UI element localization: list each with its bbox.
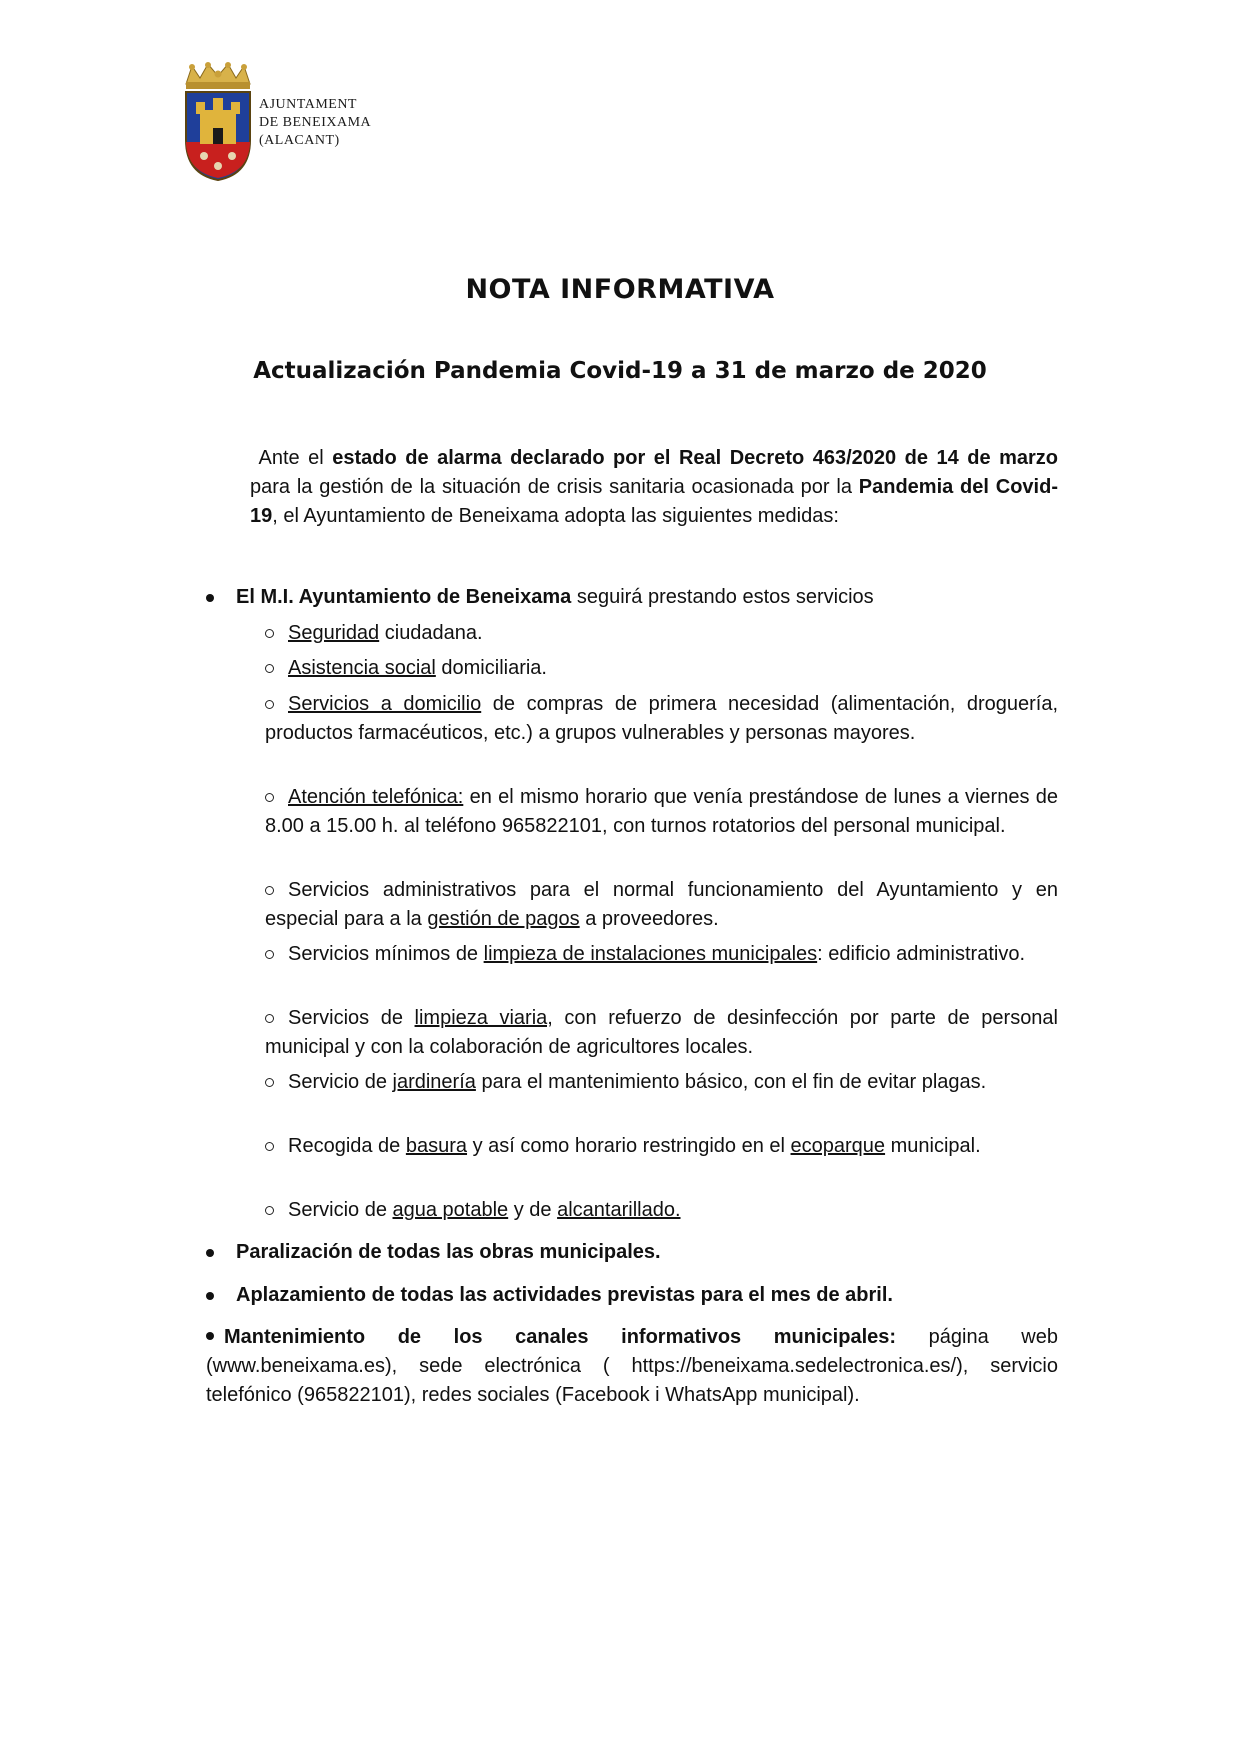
- service-text: con refuerzo de desinfección por parte de personal municipal y con la colaboración de agricultores locales.: [265, 1007, 1059, 1058]
- service-link-text: jardinería: [392, 1071, 476, 1093]
- service-text: para el mantenimiento básico, con el fin de evitar plagas.: [475, 1071, 987, 1093]
- service-item-cleaning: [265, 940, 1058, 969]
- service-text: Servicios mínimos de: [288, 943, 484, 965]
- intro-bold-pandemic: Pandemia del Covid-19: [250, 476, 1058, 527]
- service-text: Servicios de: [288, 1007, 415, 1029]
- bullet-icon: [206, 1292, 214, 1300]
- coat-of-arms-icon: [182, 62, 254, 182]
- bullet4-bold: Mantenimiento de los canales informativos municipales:: [224, 1326, 897, 1348]
- service-link-text: Atención telefónica:: [288, 786, 464, 808]
- org-line-3: (ALACANT): [259, 133, 340, 148]
- service-text: Recogida de: [288, 1135, 406, 1157]
- service-text: y así como horario restringido en el: [467, 1135, 791, 1157]
- service-text: municipal.: [885, 1135, 981, 1157]
- service-text: Servicio de: [288, 1199, 393, 1221]
- bullet-icon: [206, 1249, 214, 1257]
- org-line-2: DE BENEIXAMA: [259, 115, 372, 130]
- service-link-text: ecoparque: [790, 1135, 886, 1157]
- service-text: a proveedores.: [579, 908, 719, 930]
- intro-paragraph: [250, 444, 1058, 531]
- circle-bullet-icon: [265, 1206, 274, 1215]
- service-link-text: Asistencia social: [288, 657, 436, 679]
- bullet2-text: Paralización de todas las obras municipales.: [236, 1241, 661, 1263]
- service-link-text: basura: [405, 1135, 468, 1157]
- service-link-text: Seguridad: [288, 622, 380, 644]
- document-title: NOTA INFORMATIVA: [465, 274, 775, 305]
- bullet4-text: página web (www.beneixama.es), sede electrónica ( https://beneixama.sedelectronica.es/), servicio telefónico (965822101), redes sociales (Facebook i WhatsApp municipal).: [206, 1326, 1058, 1406]
- service-item-social: [265, 654, 1058, 683]
- service-text: y de: [508, 1199, 558, 1221]
- circle-bullet-icon: [265, 1142, 274, 1151]
- bullet3-text: Aplazamiento de todas las actividades previstas para el mes de abril.: [236, 1284, 893, 1306]
- bullet-icon: [206, 1332, 214, 1340]
- service-link-text: limpieza de instalaciones municipales: [483, 943, 818, 965]
- service-text: de compras de primera necesidad (alimentación, droguería, productos farmacéuticos, etc.) a grupos vulnerables y personas mayores.: [265, 693, 1059, 744]
- service-link-text: agua potable: [392, 1199, 509, 1221]
- service-item-phone: [265, 783, 1058, 841]
- circle-bullet-icon: [265, 950, 274, 959]
- list-item-channels: [206, 1323, 1058, 1410]
- bullet-icon: [206, 594, 214, 602]
- organization-name: [259, 96, 371, 150]
- service-item-water: [265, 1196, 1058, 1225]
- service-text: en el mismo horario que venía prestándose de lunes a viernes de 8.00 a 15.00 h. al teléfono 965822101, con turnos rotatorios del personal municipal.: [265, 786, 1058, 837]
- circle-bullet-icon: [265, 886, 274, 895]
- service-item-garbage: [265, 1132, 1058, 1161]
- service-link-text: limpieza viaria,: [414, 1007, 553, 1029]
- intro-bold-decree: estado de alarma declarado por el Real Decreto 463/2020 de 14 de marzo: [332, 447, 1058, 469]
- service-link-text: gestión de pagos: [427, 908, 580, 930]
- service-text: Servicio de: [288, 1071, 393, 1093]
- document-subtitle: Actualización Pandemia Covid-19 a 31 de marzo de 2020: [253, 358, 987, 384]
- service-link-text: Servicios a domicilio: [288, 693, 482, 715]
- intro-text-1: Ante el: [258, 447, 333, 469]
- municipal-logo: [182, 62, 382, 182]
- circle-bullet-icon: [265, 793, 274, 802]
- circle-bullet-icon: [265, 1078, 274, 1087]
- service-text: ciudadana.: [379, 622, 483, 644]
- bullet1-text: seguirá prestando estos servicios: [571, 586, 874, 608]
- service-text: Servicios administrativos para el normal funcionamiento del Ayuntamiento y en especial para a la: [265, 879, 1058, 930]
- service-text: : edificio administrativo.: [817, 943, 1026, 965]
- service-item-delivery: [265, 690, 1058, 748]
- service-link-text: alcantarillado.: [557, 1199, 681, 1221]
- intro-text-2: para la gestión de la situación de crisis sanitaria ocasionada por la: [250, 476, 859, 498]
- circle-bullet-icon: [265, 629, 274, 638]
- circle-bullet-icon: [265, 1014, 274, 1023]
- bullet1-bold: El M.I. Ayuntamiento de Beneixama: [236, 586, 572, 608]
- circle-bullet-icon: [265, 700, 274, 709]
- service-text: domiciliaria.: [435, 657, 547, 679]
- service-item-admin: [265, 876, 1058, 934]
- service-item-security: [265, 619, 1058, 648]
- service-item-street-cleaning: [265, 1004, 1058, 1062]
- org-line-1: AJUNTAMENT: [259, 97, 357, 112]
- service-item-gardening: [265, 1068, 1058, 1097]
- intro-text-3: , el Ayuntamiento de Beneixama adopta las siguientes medidas:: [272, 505, 839, 527]
- circle-bullet-icon: [265, 664, 274, 673]
